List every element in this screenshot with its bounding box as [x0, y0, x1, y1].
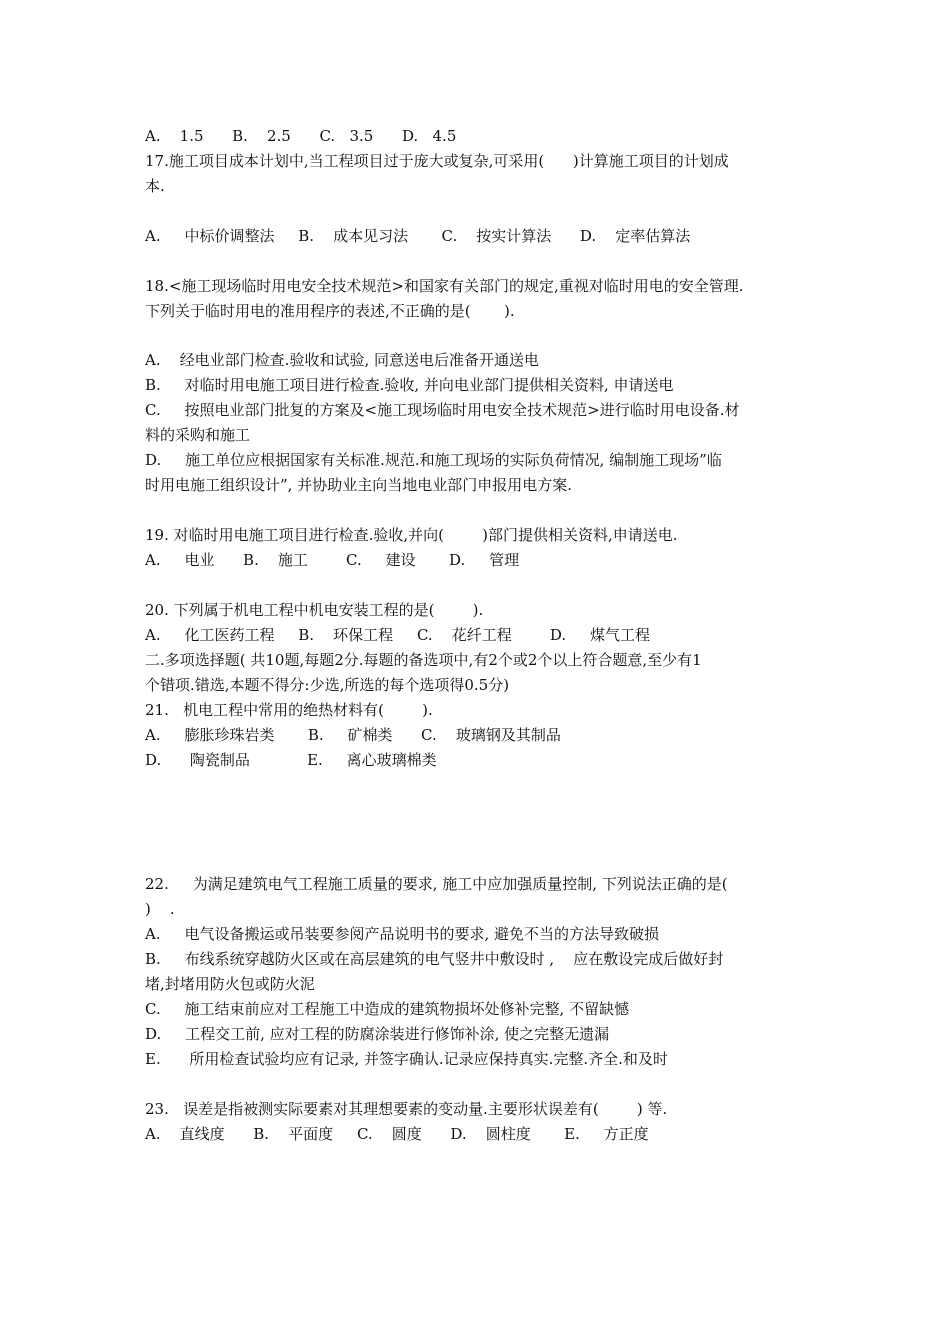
section-heading-line-1: 二.多项选择题( 共10题,每题2分.每题的备选项中,有2个或2个以上符合题意,至少有1 — [145, 651, 702, 669]
q17-stem-line-1: 17.施工项目成本计划中,当工程项目过于庞大或复杂,可采用( )计算施工项目的计划成 — [145, 152, 729, 170]
q19-options: A. 电业 B. 施工 C. 建设 D. 管理 — [145, 551, 520, 569]
q17-options: A. 中标价调整法 B. 成本见习法 C. 按实计算法 D. 定率估算法 — [145, 227, 691, 245]
q18-option-c-line-1: C. 按照电业部门批复的方案及<施工现场临时用电安全技术规范>进行临时用电设备.材 — [145, 401, 740, 419]
q18-option-d-line-2: 时用电施工组织设计”, 并协助业主向当地电业部门申报用电方案. — [145, 476, 572, 494]
q18-option-a: A. 经电业部门检查.验收和试验, 同意送电后准备开通送电 — [145, 351, 539, 369]
q22-option-d: D. 工程交工前, 应对工程的防腐涂装进行修饰补涂, 使之完整无遗漏 — [145, 1025, 610, 1043]
q22-stem-line-1: 22. 为满足建筑电气工程施工质量的要求, 施工中应加强质量控制, 下列说法正确的是( — [145, 875, 728, 893]
q16-options: A. 1.5 B. 2.5 C. 3.5 D. 4.5 — [145, 127, 457, 145]
q22-option-a: A. 电气设备搬运或吊装要参阅产品说明书的要求, 避免不当的方法导致破损 — [145, 925, 659, 943]
q21-stem: 21. 机电工程中常用的绝热材料有( ). — [145, 701, 433, 719]
q17-stem-line-2: 本. — [145, 177, 165, 195]
q18-option-b: B. 对临时用电施工项目进行检查.验收, 并向电业部门提供相关资料, 申请送电 — [145, 376, 674, 394]
q22-stem-line-2: ) . — [145, 900, 175, 918]
q20-options: A. 化工医药工程 B. 环保工程 C. 花纤工程 D. 煤气工程 — [145, 626, 651, 644]
q18-stem-line-2: 下列关于临时用电的准用程序的表述,不正确的是( ). — [145, 302, 515, 320]
q18-stem-line-1: 18.<施工现场临时用电安全技术规范>和国家有关部门的规定,重视对临时用电的安全管理. — [145, 277, 744, 295]
q23-options: A. 直线度 B. 平面度 C. 圆度 D. 圆柱度 E. 方正度 — [145, 1125, 649, 1143]
section-heading-line-2: 个错项.错选,本题不得分:少选,所选的每个选项得0.5分) — [145, 676, 510, 694]
q22-option-b-line-1: B. 布线系统穿越防火区或在高层建筑的电气竖井中敷设时 , 应在敷设完成后做好封 — [145, 950, 724, 968]
q19-stem: 19. 对临时用电施工项目进行检查.验收,并向( )部门提供相关资料,申请送电. — [145, 526, 678, 544]
q21-options-line-2: D. 陶瓷制品 E. 离心玻璃棉类 — [145, 751, 437, 769]
q22-option-b-line-2: 堵,封堵用防火包或防火泥 — [145, 975, 315, 993]
q23-stem: 23. 误差是指被测实际要素对其理想要素的变动量.主要形状误差有( ) 等. — [145, 1100, 668, 1118]
q22-option-e: E. 所用检查试验均应有记录, 并签字确认.记录应保持真实.完整.齐全.和及时 — [145, 1050, 668, 1068]
q18-option-c-line-2: 料的采购和施工 — [145, 426, 251, 444]
q18-option-d-line-1: D. 施工单位应根据国家有关标准.规范.和施工现场的实际负荷情况, 编制施工现场”临 — [145, 451, 722, 469]
q22-option-c: C. 施工结束前应对工程施工中造成的建筑物损坏处修补完整, 不留缺憾 — [145, 1000, 630, 1018]
q21-options-line-1: A. 膨胀珍珠岩类 B. 矿棉类 C. 玻璃钢及其制品 — [145, 726, 561, 744]
q20-stem: 20. 下列属于机电工程中机电安装工程的是( ). — [145, 601, 484, 619]
